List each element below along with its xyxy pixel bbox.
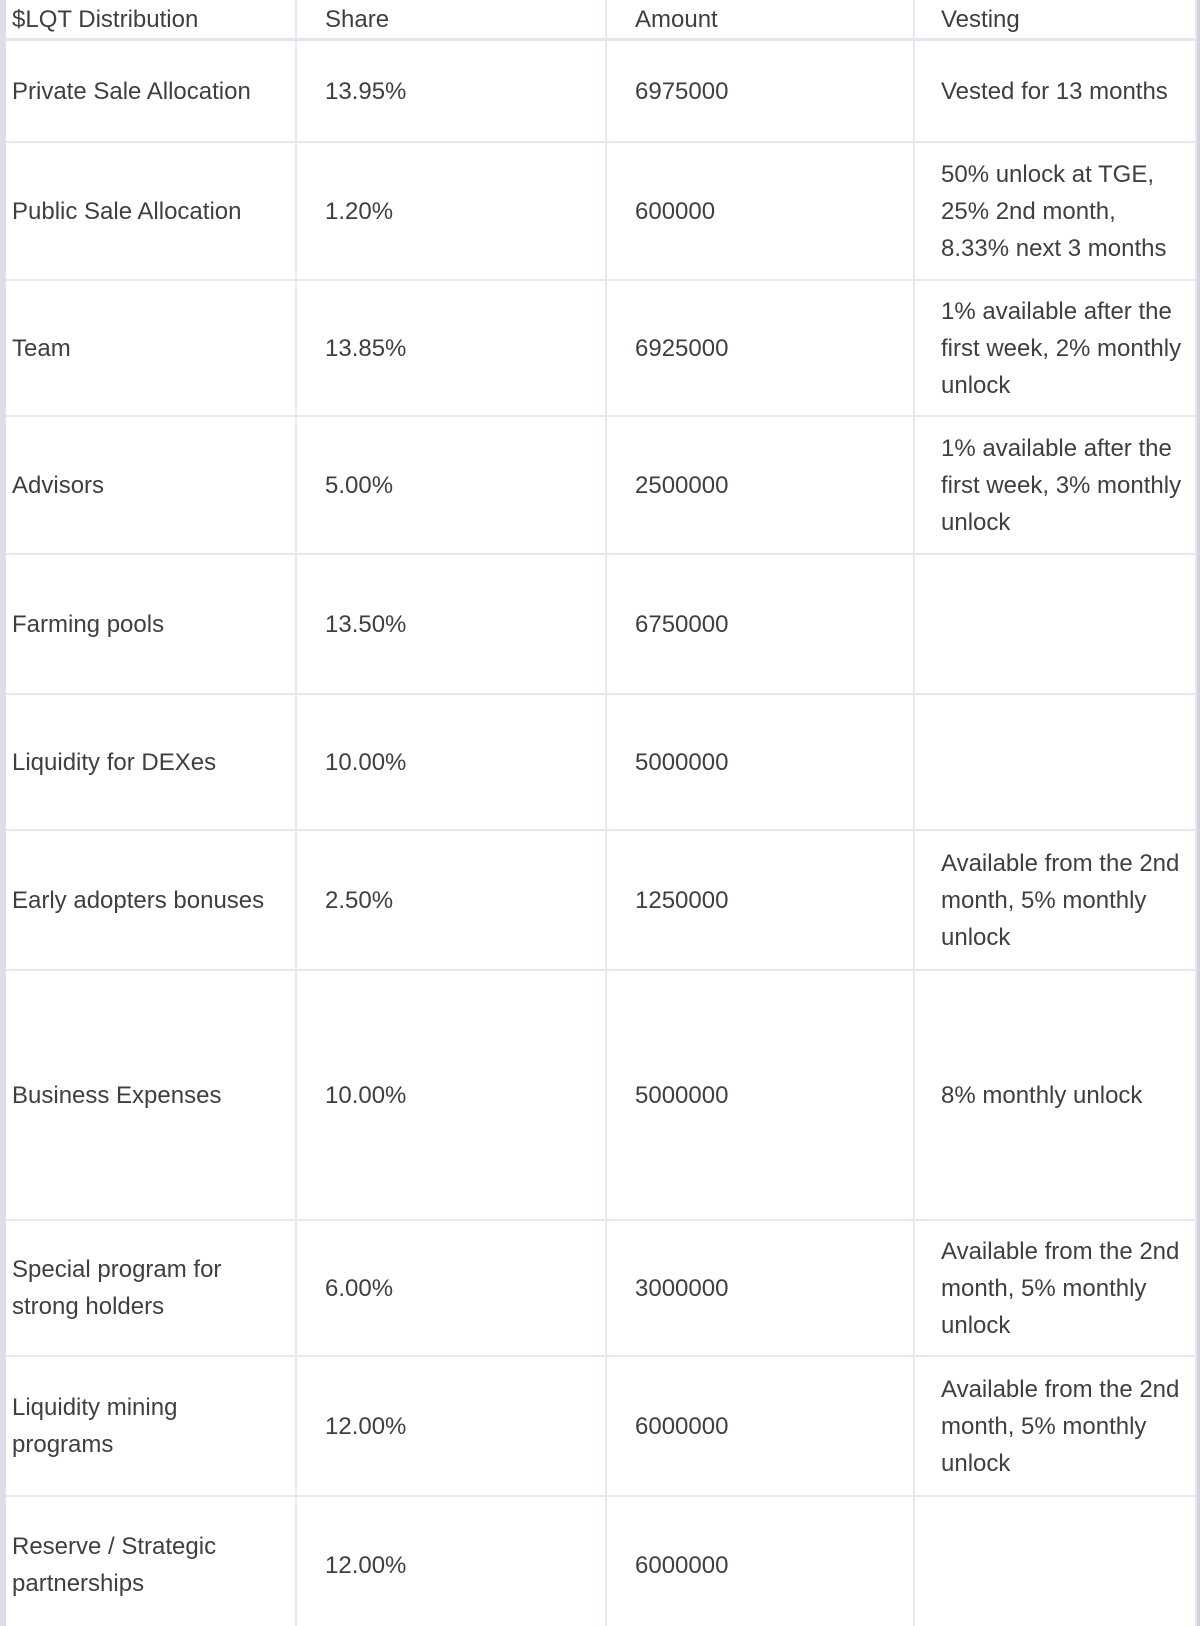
row-vesting <box>914 1496 1196 1626</box>
row-name: Liquidity mining programs <box>6 1356 296 1496</box>
row-vesting: Available from the 2nd month, 5% monthly unlock <box>914 830 1196 970</box>
table-header-row <box>6 0 1196 40</box>
row-name: Public Sale Allocation <box>6 142 296 280</box>
row-share: 6.00% <box>296 1220 606 1356</box>
row-vesting: 1% available after the first week, 3% monthly unlock <box>914 416 1196 554</box>
row-amount: 6000000 <box>606 1496 914 1626</box>
table-row <box>6 280 1196 416</box>
row-share: 13.50% <box>296 554 606 694</box>
table-row <box>6 554 1196 694</box>
row-name: Team <box>6 280 296 416</box>
row-amount: 1250000 <box>606 830 914 970</box>
row-share: 13.85% <box>296 280 606 416</box>
row-amount: 2500000 <box>606 416 914 554</box>
row-vesting: 8% monthly unlock <box>914 970 1196 1220</box>
row-vesting <box>914 554 1196 694</box>
row-vesting: Vested for 13 months <box>914 40 1196 143</box>
row-share: 5.00% <box>296 416 606 554</box>
row-name: Reserve / Strategic partnerships <box>6 1496 296 1626</box>
row-amount: 6925000 <box>606 280 914 416</box>
header-distribution: $LQT Distribution <box>6 0 296 40</box>
table-row <box>6 694 1196 830</box>
table-row <box>6 1496 1196 1626</box>
row-vesting: 50% unlock at TGE, 25% 2nd month, 8.33% next 3 months <box>914 142 1196 280</box>
table-row <box>6 1220 1196 1356</box>
row-amount: 6750000 <box>606 554 914 694</box>
header-share: Share <box>296 0 606 40</box>
row-amount: 3000000 <box>606 1220 914 1356</box>
row-name: Farming pools <box>6 554 296 694</box>
row-share: 12.00% <box>296 1356 606 1496</box>
row-amount: 5000000 <box>606 970 914 1220</box>
row-amount: 5000000 <box>606 694 914 830</box>
row-share: 13.95% <box>296 40 606 143</box>
table-row <box>6 416 1196 554</box>
row-vesting <box>914 694 1196 830</box>
table-row <box>6 830 1196 970</box>
row-name: Private Sale Allocation <box>6 40 296 143</box>
table-row <box>6 1356 1196 1496</box>
row-vesting: Available from the 2nd month, 5% monthly unlock <box>914 1356 1196 1496</box>
row-share: 12.00% <box>296 1496 606 1626</box>
token-distribution-table <box>6 0 1197 1626</box>
row-vesting: Available from the 2nd month, 5% monthly unlock <box>914 1220 1196 1356</box>
table-row <box>6 40 1196 143</box>
row-amount: 6000000 <box>606 1356 914 1496</box>
header-amount: Amount <box>606 0 914 40</box>
row-amount: 600000 <box>606 142 914 280</box>
row-amount: 6975000 <box>606 40 914 143</box>
row-share: 1.20% <box>296 142 606 280</box>
row-share: 10.00% <box>296 970 606 1220</box>
row-vesting: 1% available after the first week, 2% monthly unlock <box>914 280 1196 416</box>
row-name: Early adopters bonuses <box>6 830 296 970</box>
header-vesting: Vesting <box>914 0 1196 40</box>
row-name: Liquidity for DEXes <box>6 694 296 830</box>
row-share: 10.00% <box>296 694 606 830</box>
table-row <box>6 142 1196 280</box>
row-name: Business Expenses <box>6 970 296 1220</box>
row-name: Advisors <box>6 416 296 554</box>
row-name: Special program for strong holders <box>6 1220 296 1356</box>
row-share: 2.50% <box>296 830 606 970</box>
table-row <box>6 970 1196 1220</box>
